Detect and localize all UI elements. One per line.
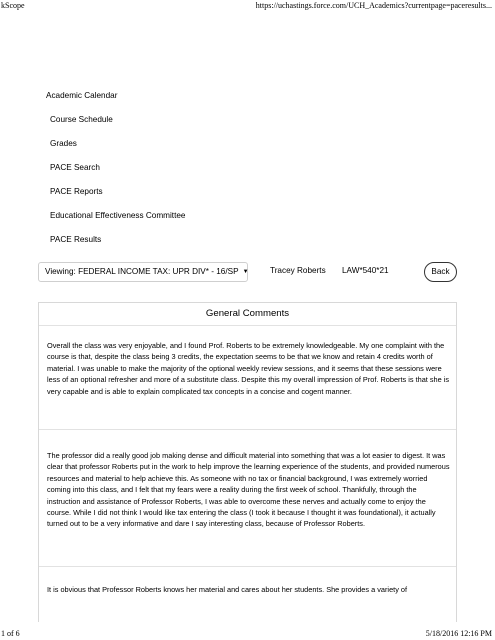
instructor-name: Tracey Roberts bbox=[270, 266, 326, 275]
panel-heading: General Comments bbox=[39, 303, 456, 326]
nav-pace-results[interactable]: PACE Results bbox=[50, 235, 102, 244]
course-select-label: Viewing: FEDERAL INCOME TAX: UPR DIV* - 16/SP bbox=[45, 267, 239, 276]
general-comments-panel bbox=[38, 302, 457, 622]
comment-divider bbox=[39, 429, 456, 430]
comment-item: Overall the class was very enjoyable, and I found Prof. Roberts to be extremely knowledgeable. My one complaint with the course is that, despite the class being 3 credits, the expectation seems to be that we know and retain 4 credits worth of material. I was unable to make the majority of the optional weekly review sessions, and it seems that these sessions were less of an optional refresher and more of a substitute class. Despite this my overall impression of Prof. Roberts is that she is very capable and is able to explain complicated tax concepts in a concise and cogent manner. bbox=[47, 341, 450, 396]
results-toolbar bbox=[38, 262, 457, 284]
comment-divider bbox=[39, 566, 456, 567]
course-code: LAW*540*21 bbox=[342, 266, 389, 275]
nav-educational-effectiveness-committee[interactable]: Educational Effectiveness Committee bbox=[50, 211, 186, 220]
nav-grades[interactable]: Grades bbox=[50, 139, 77, 148]
nav-course-schedule[interactable]: Course Schedule bbox=[50, 115, 113, 124]
course-select-dropdown[interactable] bbox=[38, 262, 248, 282]
comment-item: It is obvious that Professor Roberts knows her material and cares about her students. She provides a variety of bbox=[47, 585, 408, 594]
back-button[interactable]: Back bbox=[424, 262, 457, 282]
nav-academic-calendar[interactable]: Academic Calendar bbox=[46, 91, 118, 100]
caret-down-icon: ▼ bbox=[242, 269, 249, 275]
print-datetime: 5/18/2016 12:16 PM bbox=[425, 629, 492, 638]
print-url: https://uchastings.force.com/UCH_Academics?currentpage=paceresults... bbox=[255, 1, 492, 10]
print-title: kScope bbox=[1, 1, 25, 10]
comment-item: The professor did a really good job making dense and difficult material into something that was a lot easier to digest. It was clear that professor Roberts put in the work to help improve the learning experience of the students, and provided numerous resources and material to help achieve this. As someone with no tax or financial background, I was extremely worried coming into this class, and I felt that my fears were a reality during the first week of school. Thankfully, through the instruction and assistance of Professor Roberts, I was able to overcome these nerves and actually come to enjoy the course. While I did not think I would like tax entering the class (I took it because I thought it was foundational), it actually turned out to be a very informative and dare I say interesting class, because of Professor Roberts. bbox=[47, 451, 450, 529]
nav-pace-search[interactable]: PACE Search bbox=[50, 163, 100, 172]
print-page-number: 1 of 6 bbox=[1, 629, 20, 638]
nav-pace-reports[interactable]: PACE Reports bbox=[50, 187, 103, 196]
